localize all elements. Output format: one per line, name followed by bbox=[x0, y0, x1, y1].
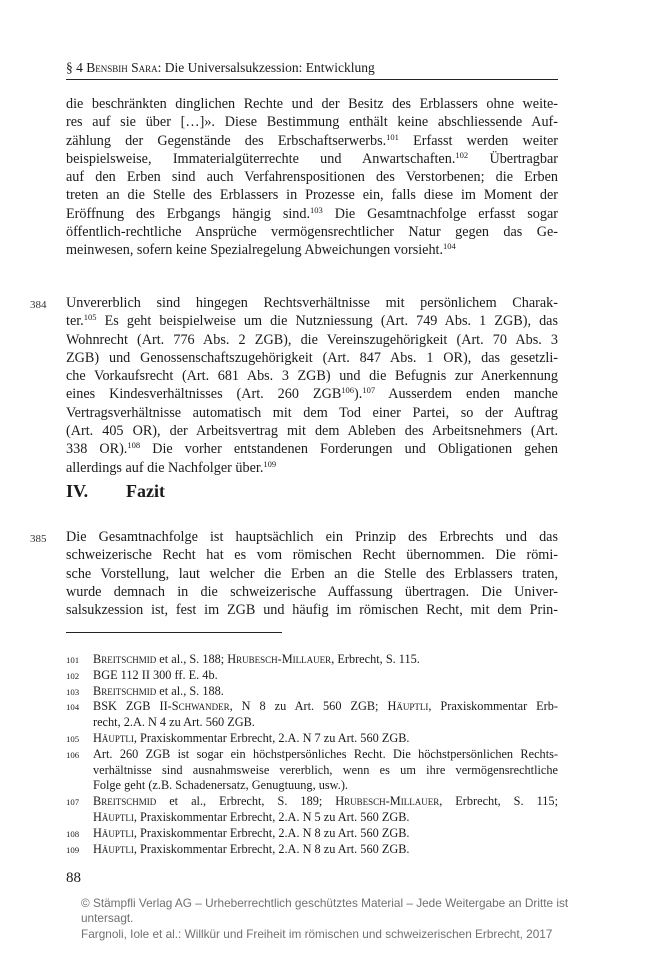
margin-number-385: 385 bbox=[30, 533, 47, 545]
text-line: salsukzession ist, fest im ZGB und häufig im römischen Recht, mit dem Prin- bbox=[66, 602, 558, 619]
footnote-number: 109 bbox=[66, 844, 80, 855]
author-name: Häuptli bbox=[93, 809, 134, 824]
text-line: auf den Erben sind auch Verfahrenspositionen des Verstorbenen; die Erben bbox=[66, 169, 558, 186]
footnote-text: recht, 2.A. N 4 zu Art. 560 ZGB. bbox=[93, 715, 255, 730]
author-name: Häuptli bbox=[93, 841, 134, 856]
footnote-line bbox=[93, 699, 558, 715]
copyright-line: untersagt. bbox=[81, 911, 134, 926]
footnote-text: BSK ZGB II- bbox=[93, 699, 172, 714]
text-line: Unvererblich sind hingegen Rechtsverhältnisse mit persönlichem Charak- bbox=[66, 295, 558, 311]
text-run: ter. bbox=[66, 313, 84, 330]
footnote-ref[interactable]: 109 bbox=[263, 458, 277, 469]
footnote-line bbox=[93, 731, 558, 747]
footnote-line bbox=[93, 747, 558, 763]
text-line: (Art. 405 OR), der Arbeitsvertrag mit dem Ableben des Arbeitsnehmers (Art. bbox=[66, 423, 558, 440]
text-line: che Vorkaufsrecht (Art. 681 Abs. 3 ZGB) und die Befugnis zur Anerkennung bbox=[66, 368, 558, 385]
footnote-ref[interactable]: 103 bbox=[310, 204, 323, 215]
footnote-number: 101 bbox=[66, 655, 80, 665]
footnote-line bbox=[93, 778, 558, 794]
text-run: Übertragbar bbox=[468, 150, 558, 167]
text-line: ZGB) und Genossenschaftszugehörigkeit (Art. 847 Abs. 1 OR), das gesetzli- bbox=[66, 349, 558, 366]
footnote-item bbox=[66, 731, 558, 747]
footnote-number: 103 bbox=[66, 686, 80, 697]
footnote-text: , Erbrecht, S. 115; bbox=[439, 794, 558, 809]
text-line bbox=[66, 205, 558, 223]
footnote-number: 105 bbox=[66, 733, 80, 744]
footnote-ref[interactable]: 104 bbox=[443, 241, 456, 252]
text-run: Eröffnung des Erbgangs hängig sind. bbox=[66, 205, 311, 222]
page-number: 88 bbox=[66, 870, 81, 886]
text-line: schweizerische Recht hat es vom römischen Recht übernommen. Die römi- bbox=[66, 547, 558, 564]
author-name: Häuptli bbox=[93, 825, 134, 840]
author-name: Hrubesch-Millauer bbox=[335, 794, 440, 809]
text-line bbox=[66, 459, 558, 477]
footnote-item bbox=[66, 699, 558, 731]
text-line: Wohnrecht (Art. 776 Abs. 2 ZGB), die Vereinszugehörigkeit (Art. 70 Abs. 3 bbox=[66, 331, 558, 348]
footnote-line bbox=[93, 794, 558, 810]
copyright-line: Fargnoli, Iole et al.: Willkür und Freiheit im römischen und schweizerischen Erbrecht, 2017 bbox=[81, 926, 553, 941]
footnotes bbox=[66, 652, 558, 857]
footnote-line bbox=[93, 668, 558, 684]
text-line: sche Vorstellung, laut welcher die Erben an die Stelle des Erblassers traten, bbox=[66, 565, 558, 582]
text-run: Erfasst werden weiter bbox=[398, 132, 558, 149]
footnote-line bbox=[93, 763, 558, 779]
text-run: Ausserdem enden manche bbox=[375, 386, 558, 403]
footnote-ref[interactable]: 107 bbox=[362, 385, 376, 396]
footnote-line bbox=[93, 652, 558, 668]
footnote-item bbox=[66, 668, 558, 684]
footnote-item bbox=[66, 842, 558, 858]
author-name: Hrubesch-Millauer bbox=[227, 652, 332, 666]
footnote-number: 108 bbox=[66, 828, 80, 839]
author-name: Breitschmid bbox=[93, 652, 157, 666]
margin-number-384: 384 bbox=[30, 299, 47, 311]
footnote-text: et al., S. 188. bbox=[156, 683, 224, 698]
text-line: wurde demnach in die schweizerische Auffassung übertragen. Die Univer- bbox=[66, 583, 558, 600]
footnote-text: Folge geht (z.B. Schadenersatz, Genugtuung, usw.). bbox=[93, 778, 348, 793]
footnote-text: BGE 112 II 300 ff. E. 4b. bbox=[93, 667, 218, 682]
text-line bbox=[66, 385, 558, 403]
footnote-item bbox=[66, 684, 558, 700]
footnote-line bbox=[93, 842, 558, 858]
footnote-text: , N 8 zu Art. 560 ZGB; bbox=[229, 699, 388, 714]
footnote-text: et al., Erbrecht, S. 189; bbox=[156, 794, 336, 809]
footnote-number: 107 bbox=[66, 797, 80, 808]
footnote-line bbox=[93, 810, 558, 826]
copyright-notice bbox=[81, 896, 569, 942]
paragraph-continued bbox=[66, 95, 558, 260]
footnote-ref[interactable]: 105 bbox=[83, 312, 97, 323]
footnote-ref[interactable]: 108 bbox=[127, 440, 141, 451]
paragraph-384 bbox=[66, 294, 558, 477]
footnote-line bbox=[93, 715, 558, 731]
text-run: Die Gesamtnachfolge erfasst sogar bbox=[322, 205, 558, 222]
section-heading bbox=[66, 481, 165, 502]
text-run: meinwesen, sofern keine Spezialregelung Abweichungen vorsieht. bbox=[66, 242, 444, 259]
footnote-text: , Praxiskommentar Erbrecht, 2.A. N 8 zu Art. 560 ZGB. bbox=[133, 825, 410, 840]
text-line bbox=[66, 312, 558, 330]
footnote-text: , Praxiskommentar Erbrecht, 2.A. N 5 zu Art. 560 ZGB. bbox=[133, 809, 410, 824]
text-line bbox=[66, 150, 558, 168]
footnote-item bbox=[66, 747, 558, 794]
text-line bbox=[66, 440, 558, 458]
running-head-author: Bensbih Sara bbox=[86, 60, 158, 75]
author-name: Breitschmid bbox=[93, 683, 157, 698]
footnote-line bbox=[93, 826, 558, 842]
section-heading-number: IV. bbox=[66, 481, 89, 501]
author-name: Häuptli bbox=[387, 699, 429, 714]
footnote-text: et al., S. 188; bbox=[156, 652, 228, 666]
text-run: zählung der Gegenstände des Erbschaftserwerbs. bbox=[66, 132, 387, 149]
footnote-number: 104 bbox=[66, 702, 80, 713]
footnote-text: , Praxiskommentar Erb- bbox=[428, 699, 558, 714]
text-run: Es geht beispielweise um die Nutzniessung (Art. 749 Abs. 1 ZGB), das bbox=[96, 313, 558, 330]
footnote-ref[interactable]: 101 bbox=[386, 131, 399, 142]
footnote-item bbox=[66, 826, 558, 842]
text-run: allerdings auf die Nachfolger über. bbox=[66, 459, 264, 476]
text-line: öffentlich-rechtliche Ansprüche vermögensrechtlicher Natur gegen das Ge- bbox=[66, 224, 558, 241]
text-run: ). bbox=[354, 386, 363, 403]
footnote-text: Art. 260 ZGB ist sogar ein höchstpersönliches Recht. Die höchstpersönlichen Rechts- bbox=[93, 746, 558, 761]
author-name: Häuptli bbox=[93, 730, 134, 745]
text-line: treten an die Stelle des Erblassers in Prozesse ein, falls diese im Moment der bbox=[66, 187, 558, 204]
footnote-item bbox=[66, 794, 558, 826]
section-heading-title: Fazit bbox=[126, 481, 165, 501]
author-name: Schwander bbox=[171, 699, 230, 714]
running-head-section: § 4 bbox=[66, 60, 87, 75]
footnote-ref[interactable]: 102 bbox=[455, 149, 469, 160]
running-head bbox=[66, 60, 558, 80]
footnote-number: 106 bbox=[66, 749, 80, 760]
copyright-line: © Stämpfli Verlag AG – Urheberrechtlich geschütztes Material – Jede Weitergabe an Dritte ist bbox=[81, 896, 569, 910]
text-line: Vertragsverhältnisse automatisch mit dem Tod einer Partei, so der Auftrag bbox=[66, 404, 558, 421]
text-line bbox=[66, 241, 558, 259]
author-name: Breitschmid bbox=[93, 794, 157, 809]
text-line: res auf sie über […]». Diese Bestimmung enthält keine abschliessende Auf- bbox=[66, 114, 558, 131]
footnote-text: , Praxiskommentar Erbrecht, 2.A. N 7 zu Art. 560 ZGB. bbox=[133, 730, 410, 745]
footnote-item bbox=[66, 652, 558, 668]
text-run: 338 OR). bbox=[66, 441, 128, 458]
paragraph-385 bbox=[66, 528, 558, 619]
footnote-line bbox=[93, 684, 558, 700]
footnote-number: 102 bbox=[66, 670, 80, 681]
footnote-text: verhältnisse sind ausnahmsweise vererblich, wenn es um ihre vermögensrechtliche bbox=[93, 762, 558, 777]
text-run: beispielsweise, Immaterialgüterrechte und Anwartschaften. bbox=[66, 150, 456, 167]
text-run: eines Kindesverhältnisses (Art. 260 ZGB bbox=[66, 386, 342, 403]
footnote-ref[interactable]: 106 bbox=[341, 385, 355, 396]
text-line: Die Gesamtnachfolge ist hauptsächlich ein Prinzip des Erbrechts und das bbox=[66, 529, 558, 545]
footnote-text: , Praxiskommentar Erbrecht, 2.A. N 8 zu Art. 560 ZGB. bbox=[133, 841, 410, 856]
footnote-rule bbox=[66, 632, 282, 633]
text-line bbox=[66, 132, 558, 150]
footnote-text: , Erbrecht, S. 115. bbox=[331, 652, 420, 666]
text-line: die beschränkten dinglichen Rechte und der Besitz des Erblassers ohne weite- bbox=[66, 96, 558, 112]
text-run: Die vorher entstandenen Forderungen und Obligationen gehen bbox=[140, 441, 558, 458]
running-head-title: : Die Universalsukzession: Entwicklung bbox=[157, 60, 375, 75]
